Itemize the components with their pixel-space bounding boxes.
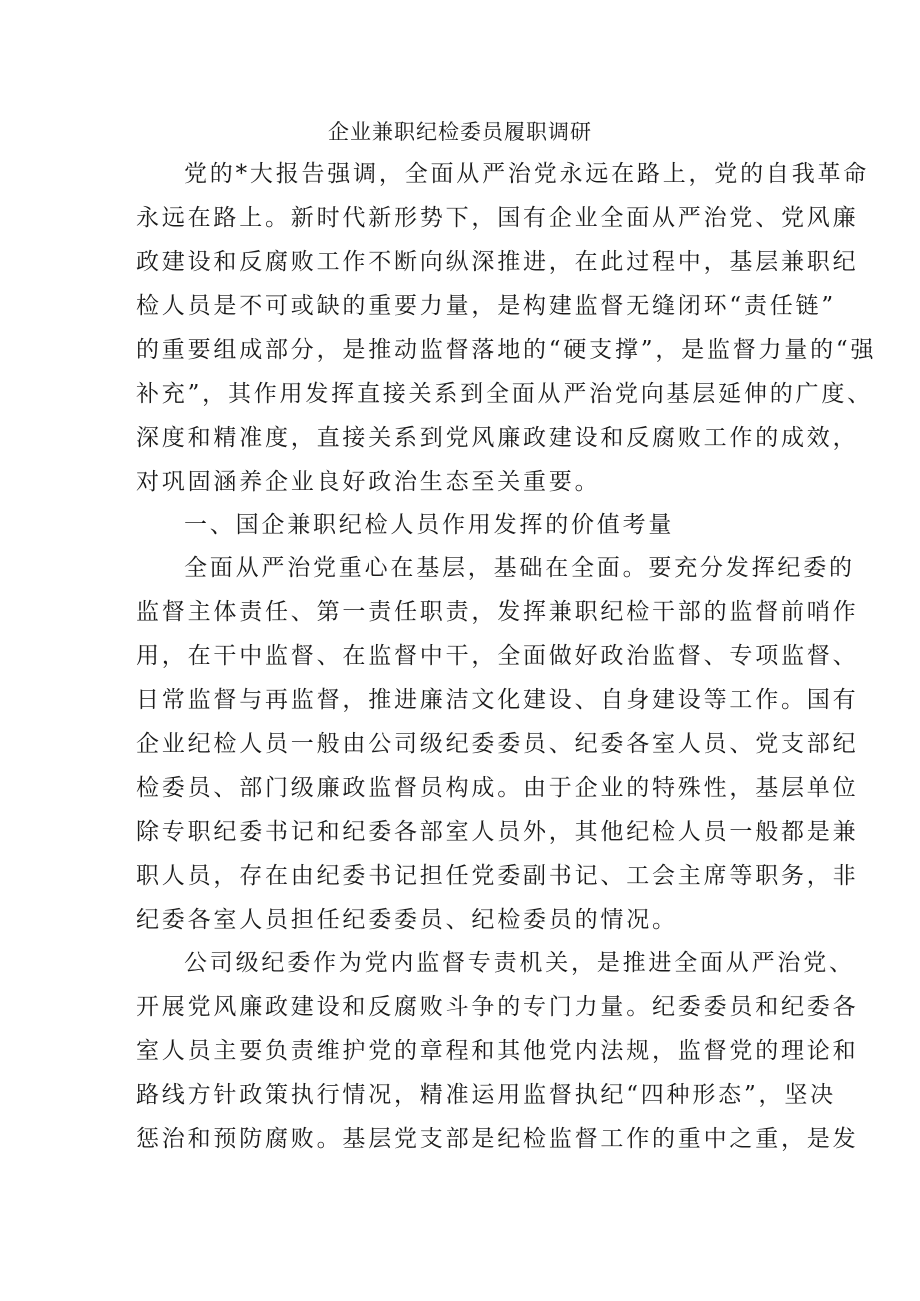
paragraph-2-line: 日常监督与再监督，推进廉洁文化建设、自身建设等工作。国有 [136,687,859,713]
paragraph-1-line: 对巩固涵养企业良好政治生态至关重要。 [136,469,601,495]
paragraph-1-line: 检人员是不可或缺的重要力量，是构建监督无缝闭环“责任链” [136,293,836,319]
paragraph-3-line: 惩治和预防腐败。基层党支部是纪检监督工作的重中之重，是发 [136,1126,859,1152]
paragraph-2-line: 企业纪检人员一般由公司级纪委委员、纪委各室人员、党支部纪 [136,731,859,757]
paragraph-2-line: 职人员，存在由纪委书记担任党委副书记、工会主席等职务，非 [136,863,859,889]
page-title: 企业兼职纪检委员履职调研 [328,120,592,144]
paragraph-3-line: 路线方针政策执行情况，精准运用监督执纪“四种形态”，坚决 [136,1082,836,1108]
paragraph-3-line: 室人员主要负责维护党的章程和其他党内法规，监督党的理论和 [136,1038,859,1064]
paragraph-1-line: 的重要组成部分，是推动监督落地的“硬支撑”，是监督力量的“强 [136,337,877,363]
paragraph-1-line: 政建设和反腐败工作不断向纵深推进，在此过程中，基层兼职纪 [136,249,859,275]
paragraph-3-line: 开展党风廉政建设和反腐败斗争的专门力量。纪委委员和纪委各 [136,994,859,1020]
section-heading: 一、国企兼职纪检人员作用发挥的价值考量 [184,512,675,538]
paragraph-2-line: 用，在干中监督、在监督中干，全面做好政治监督、专项监督、 [136,643,859,669]
paragraph-1-line: 补充”，其作用发挥直接关系到全面从严治党向基层延伸的广度、 [136,381,873,407]
paragraph-2-line: 监督主体责任、第一责任职责，发挥兼职纪检干部的监督前哨作 [136,599,859,625]
paragraph-2-line: 检委员、部门级廉政监督员构成。由于企业的特殊性，基层单位 [136,775,859,801]
paragraph-2-line: 除专职纪委书记和纪委各部室人员外，其他纪检人员一般都是兼 [136,819,859,845]
paragraph-3-line: 公司级纪委作为党内监督专责机关，是推进全面从严治党、 [184,950,855,976]
paragraph-1-line: 深度和精准度，直接关系到党风廉政建设和反腐败工作的成效， [136,425,859,451]
paragraph-1-line: 党的*大报告强调，全面从严治党永远在路上，党的自我革命 [184,161,870,187]
paragraph-2-line: 纪委各室人员担任纪委委员、纪检委员的情况。 [136,907,678,933]
paragraph-2-line: 全面从严治党重心在基层，基础在全面。要充分发挥纪委的 [184,555,855,581]
paragraph-1-line: 永远在路上。新时代新形势下，国有企业全面从严治党、党风廉 [136,205,859,231]
